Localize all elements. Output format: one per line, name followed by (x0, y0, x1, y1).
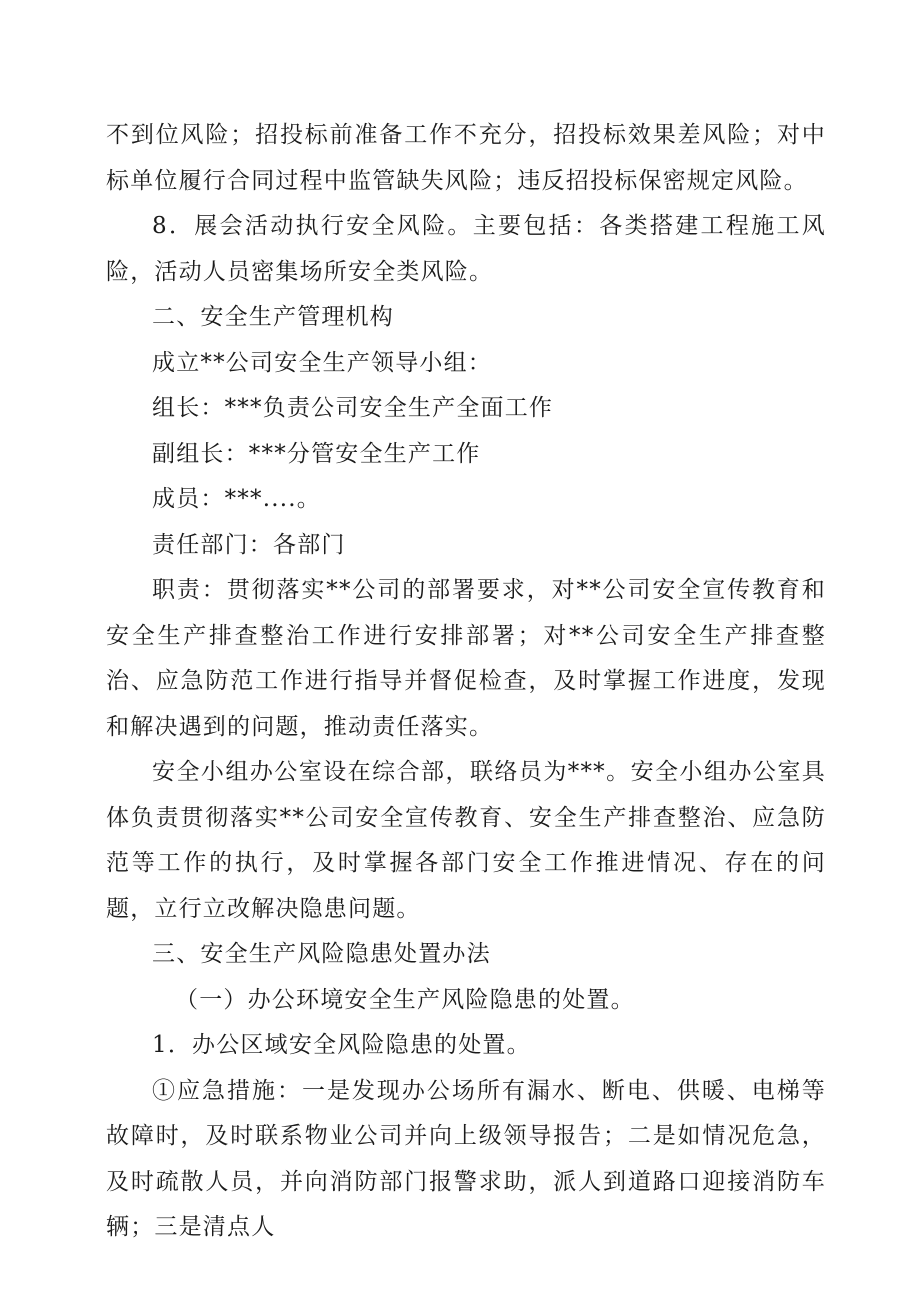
subsection-heading-office-env: （一）办公环境安全生产风险隐患的处置。 (175, 986, 635, 1013)
paragraph-office-area: 1．办公区域安全风险隐患的处置。 (152, 1032, 531, 1058)
paragraph-responsible-dept: 责任部门：各部门 (152, 531, 346, 558)
paragraph-leading-group: 成立**公司安全生产领导小组： (152, 349, 492, 376)
paragraph-emergency-measures: ①应急措施：一是发现办公场所有漏水、断电、供暖、电梯等故障时，及时联系物业公司并向上级领导报告；二是如情况危急，及时疏散人员，并向消防部门报警求助，派人到道路口迎接消防车辆；三是清点人 (106, 1077, 826, 1240)
paragraph-members: 成员：***....。 (152, 486, 321, 512)
paragraph-deputy-leader: 副组长：***分管安全生产工作 (152, 440, 481, 467)
document-body (106, 113, 826, 1251)
paragraph-group-leader: 组长：***负责公司安全生产全面工作 (152, 395, 554, 421)
paragraph-tender-risks: 不到位风险；招投标前准备工作不充分，招投标效果差风险；对中标单位履行合同过程中监管缺失风险；违反招投标保密规定风险。 (106, 122, 826, 194)
paragraph-office: 安全小组办公室设在综合部，联络员为***。安全小组办公室具体负责贯彻落实**公司安全宣传教育、安全生产排查整治、应急防范等工作的执行，及时掌握各部门安全工作推进情况、存在的问题，立行立改解决隐患问题。 (106, 759, 826, 922)
section-heading-management: 二、安全生产管理机构 (152, 304, 394, 330)
paragraph-exhibition-risk: 8．展会活动执行安全风险。主要包括：各类搭建工程施工风险，活动人员密集场所安全类风险。 (106, 213, 826, 285)
paragraph-duties: 职责：贯彻落实**公司的部署要求，对**公司安全宣传教育和安全生产排查整治工作进行安排部署；对**公司安全生产排查整治、应急防范工作进行指导并督促检查，及时掌握工作进度，发现和解决遇到的问题，推动责任落实。 (106, 577, 826, 740)
section-heading-disposal: 三、安全生产风险隐患处置办法 (152, 941, 491, 967)
